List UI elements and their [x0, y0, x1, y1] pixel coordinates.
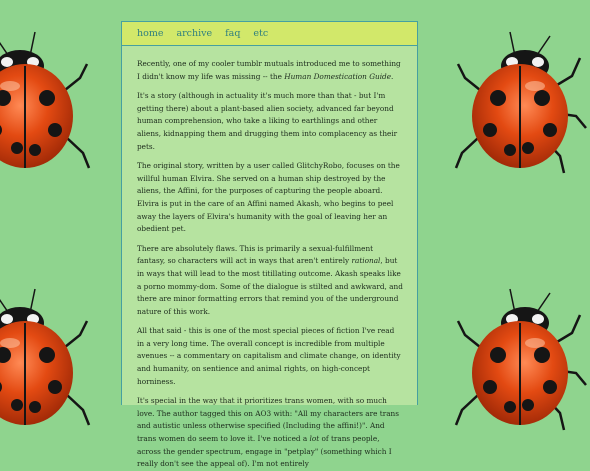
- emphasis-text: lot: [309, 434, 320, 444]
- navbar: [122, 22, 417, 46]
- paragraph-text: Recently, one of my cooler tumblr mutuals introduced me to something I didn't know my life was missing -- the: [137, 59, 401, 81]
- paragraph-text: .: [391, 71, 394, 81]
- emphasis-text: Human Domestication Guide: [284, 71, 392, 81]
- nav-faq-link[interactable]: faq: [225, 28, 241, 39]
- paragraph-text: There are absolutely flaws. This is primarily a sexual-fulfillment fantasy, so characters will act in ways that aren't entirely: [137, 243, 374, 266]
- post-body: [122, 46, 417, 471]
- post-paragraph: [137, 395, 403, 471]
- paragraph-text: , but in ways that will lead to the most titillating outcome. Akash speaks like a porno mommy-dom. Some of the dialogue is stilted and awkward, and there are minor formatting errors that remind you of the underground nature of this work.: [137, 256, 403, 316]
- ladybug-icon: [0, 285, 95, 435]
- post-paragraph: [137, 243, 403, 319]
- emphasis-text: rational: [351, 256, 381, 266]
- paragraph-text: of trans people, across the gender spectrum, engage in "petplay" (something which I really don't see the appeal of). I'm not entirely: [137, 434, 392, 469]
- nav-etc-link[interactable]: etc: [253, 28, 269, 39]
- post-container: [121, 21, 418, 469]
- post-paragraph: All that said - this is one of the most special pieces of fiction I've read in a very long time. The overall concept is incredible from multiple avenues -- a commentary on capitalism and climate change, on identity and humanity, on sentience and animal rights, on high-concept horniness.: [137, 326, 401, 386]
- post-paragraph: It's a story (although in actuality it's much more than that - but I'm getting there) about a plant-based alien society, advanced far beyond human comprehension, who take a liking to earthlings and other aliens, kidnapping them and drugging them into complacency as their pets.: [137, 91, 398, 151]
- ladybug-icon: [450, 28, 590, 178]
- ladybug-icon: [0, 28, 95, 178]
- post-paragraph: The original story, written by a user called GlitchyRobo, focuses on the willful human Elvira. She served on a human ship destroyed by the aliens, the Affini, for the purposes of capturing the people aboard. Elvira is put in the care of an Affini named Akash, who begins to peel away the layers of Elvira's humanity with the goal of leaving her an obedient pet.: [137, 161, 400, 234]
- nav-archive-link[interactable]: archive: [176, 28, 213, 39]
- post-paragraph: [137, 58, 403, 83]
- paragraph-text: It's special in the way that it prioritizes trans women, with so much love. The author tagged this on AO3 with: "All my characters are trans and autistic unless otherwise specified (Including the affini!)". And trans women do seem to love it. I've noticed a: [137, 396, 400, 444]
- ladybug-icon: [450, 285, 590, 435]
- nav-home-link[interactable]: home: [137, 28, 164, 39]
